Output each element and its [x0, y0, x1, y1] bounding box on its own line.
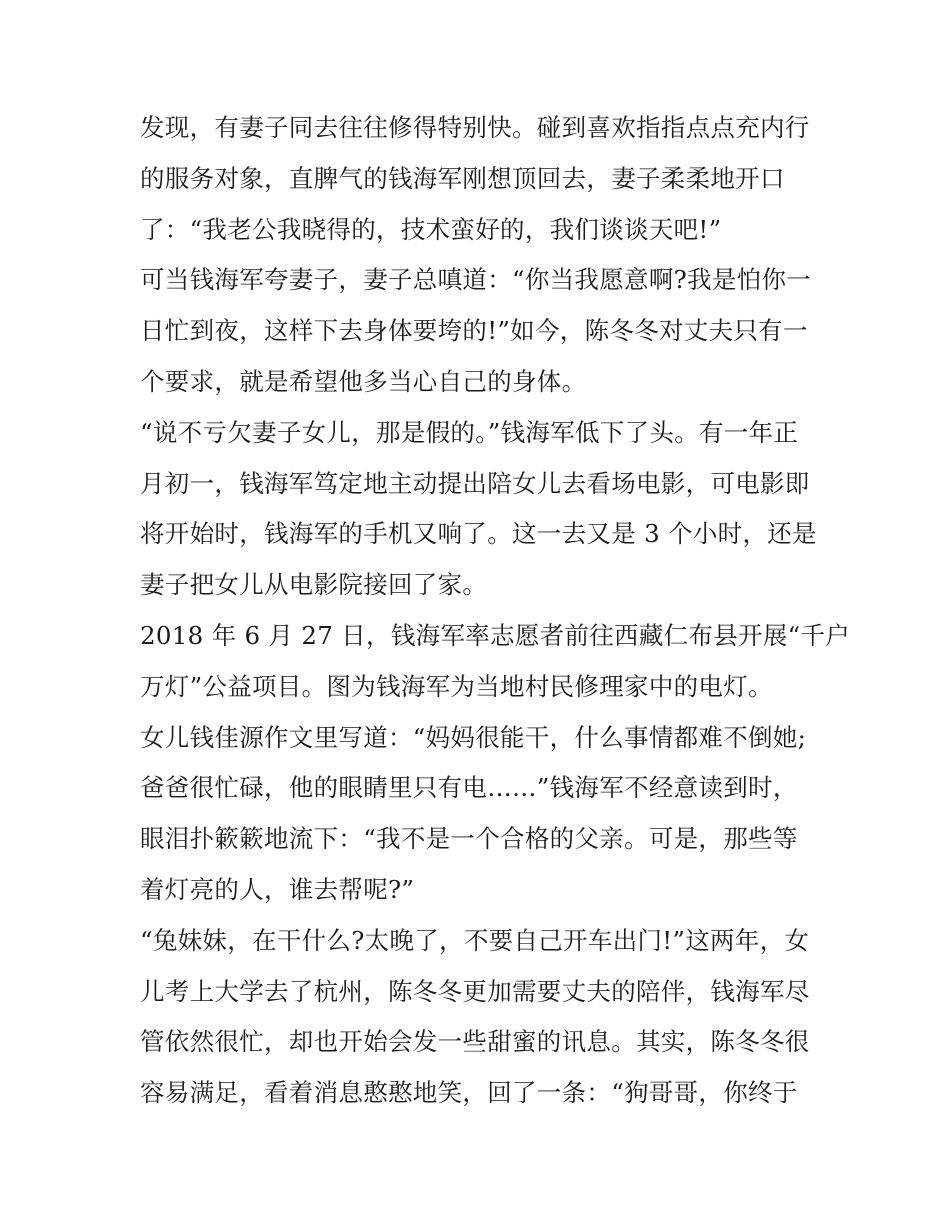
text-line: 了：“我老公我晓得的，技术蛮好的，我们谈谈天吧!” [140, 214, 722, 244]
article-body [140, 103, 851, 1119]
text-line: 月初一，钱海军笃定地主动提出陪女儿去看场电影，可电影即 [140, 468, 810, 498]
text-line: 可当钱海军夸妻子，妻子总嗔道：“你当我愿意啊?我是怕你一 [140, 265, 812, 295]
text-line: 将开始时，钱海军的手机又响了。这一去又是 3 个小时，还是 [140, 519, 817, 549]
text-line: “兔妹妹，在干什么?太晚了，不要自己开车出门!”这两年，女 [140, 925, 810, 955]
text-line: 眼泪扑簌簌地流下：“我不是一个合格的父亲。可是，那些等 [140, 824, 798, 854]
text-line: 2018 年 6 月 27 日，钱海军率志愿者前往西藏仁布县开展“千户 [140, 620, 851, 650]
text-line: 个要求，就是希望他多当心自己的身体。 [140, 366, 587, 396]
text-line: 发现，有妻子同去往往修得特别快。碰到喜欢指指点点充内行 [140, 113, 810, 142]
text-line: 女儿钱佳源作文里写道：“妈妈很能干，什么事情都难不倒她; [140, 722, 807, 752]
text-line: 妻子把女儿从电影院接回了家。 [140, 570, 488, 600]
text-line: 万灯”公益项目。图为钱海军为当地村民修理家中的电灯。 [140, 671, 773, 701]
text-line: 容易满足，看着消息憨憨地笑，回了一条：“狗哥哥，你终于 [140, 1078, 798, 1108]
text-line: 日忙到夜，这样下去身体要垮的!”如今，陈冬冬对丈夫只有一 [140, 316, 808, 346]
text-line: 管依然很忙，却也开始会发一些甜蜜的讯息。其实，陈冬冬很 [140, 1027, 810, 1057]
text-line: “说不亏欠妻子女儿，那是假的。”钱海军低下了头。有一年正 [140, 417, 799, 447]
text-line: 着灯亮的人，谁去帮呢?” [140, 874, 415, 904]
text-line: 儿考上大学去了杭州，陈冬冬更加需要丈夫的陪伴，钱海军尽 [140, 976, 810, 1006]
text-line: 的服务对象，直脾气的钱海军刚想顶回去，妻子柔柔地开口 [140, 163, 785, 193]
text-line: 爸爸很忙碌，他的眼睛里只有电……”钱海军不经意读到时， [140, 773, 798, 803]
